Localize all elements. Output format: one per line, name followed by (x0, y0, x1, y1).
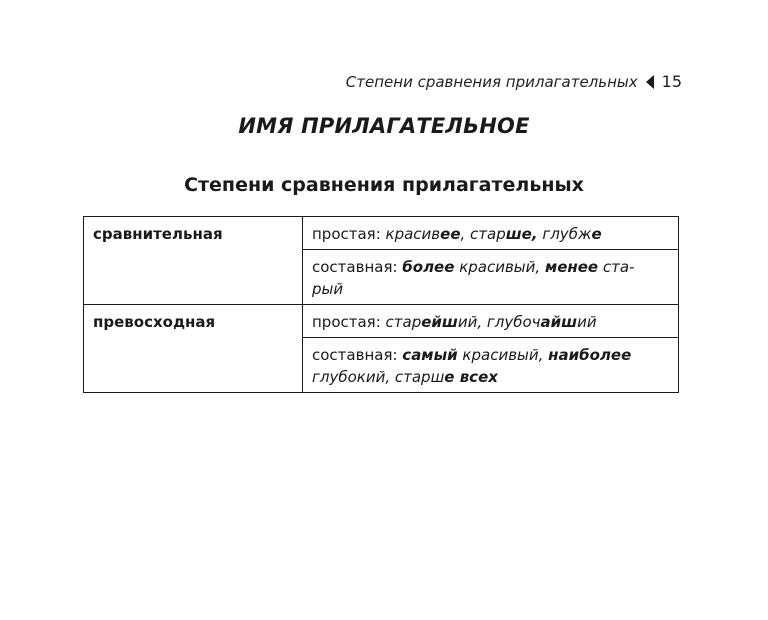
separator: , (460, 225, 471, 243)
auxiliary-word: менее (544, 258, 599, 276)
form-cell-simple (303, 217, 679, 250)
comparison-table (83, 216, 679, 393)
chapter-title: ИМЯ ПРИЛАГАТЕЛЬНОЕ (238, 114, 530, 138)
example-suffix: е (591, 225, 602, 243)
running-title: Степени сравнения прилагательных (345, 72, 638, 91)
example-word: рый (312, 280, 344, 298)
form-cell-compound (303, 250, 679, 305)
form-label: простая: (312, 313, 386, 331)
form-label: составная: (312, 258, 403, 276)
example-suffix: е всех (444, 368, 498, 386)
table-row (84, 305, 679, 338)
example-stem: стар (385, 313, 422, 331)
auxiliary-word: самый (402, 346, 458, 364)
example-suffix: ейш (421, 313, 458, 331)
example-ending: ий (577, 313, 597, 331)
example-stem: стар (470, 225, 506, 243)
separator: , (477, 313, 487, 331)
table-row (84, 217, 679, 250)
example-suffix: айш (540, 313, 578, 331)
category-cell: сравнительная (84, 217, 303, 305)
auxiliary-word: более (402, 258, 455, 276)
form-cell-simple (303, 305, 679, 338)
section-title: Степени сравнения прилагательных (184, 174, 584, 196)
example-word: красивый, (454, 258, 545, 276)
triangle-left-icon (646, 75, 654, 89)
example-suffix: ее (440, 225, 461, 243)
form-cell-compound (303, 338, 679, 393)
example-word: глубокий, старш (312, 368, 445, 386)
page-number: 15 (661, 72, 682, 91)
running-head (346, 72, 682, 91)
example-ending: ий (457, 313, 478, 331)
form-label: простая: (312, 225, 386, 243)
example-stem: глубоч (486, 313, 541, 331)
category-cell: превосходная (84, 305, 303, 393)
example-word: красивый, (457, 346, 549, 364)
example-stem: глубж (542, 225, 592, 243)
example-stem: красив (385, 225, 441, 243)
auxiliary-word: наиболее (548, 346, 632, 364)
example-suffix: ше, (505, 225, 538, 243)
example-word: ста- (598, 258, 635, 276)
form-label: составная: (312, 346, 403, 364)
